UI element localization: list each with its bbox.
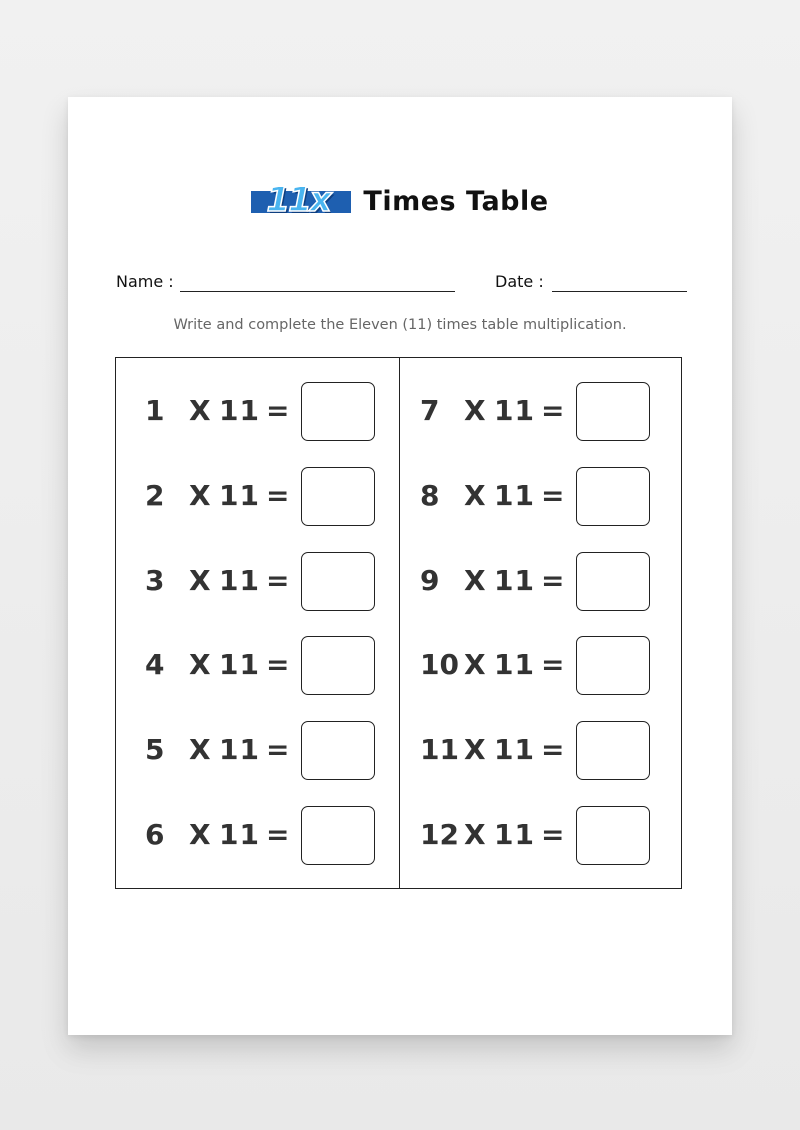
multiplier: 11 <box>219 478 260 512</box>
times-sign: X <box>464 563 486 597</box>
multiplier: 11 <box>494 648 535 682</box>
answer-box[interactable] <box>301 467 375 526</box>
problem-number: 10 <box>420 648 459 682</box>
equals-sign: = <box>541 648 565 682</box>
column-divider <box>399 358 400 888</box>
equals-sign: = <box>541 394 565 427</box>
logo-11x <box>251 180 351 220</box>
multiplier: 11 <box>219 394 260 427</box>
problem-row <box>420 467 652 527</box>
problem-row <box>145 636 377 696</box>
multiplier: 11 <box>494 733 535 767</box>
problem-row <box>145 721 377 781</box>
answer-box[interactable] <box>301 806 375 865</box>
equals-sign: = <box>266 394 290 427</box>
equals-sign: = <box>541 478 565 512</box>
equals-sign: = <box>541 563 565 597</box>
times-sign: X <box>189 394 211 427</box>
page-title: Times Table <box>363 185 549 217</box>
answer-box[interactable] <box>576 636 650 695</box>
answer-box[interactable] <box>576 806 650 865</box>
answer-box[interactable] <box>576 552 650 611</box>
answer-box[interactable] <box>301 552 375 611</box>
logo-text: 11x <box>266 180 330 220</box>
problem-number: 9 <box>420 563 440 597</box>
answer-box[interactable] <box>576 721 650 780</box>
problem-row <box>145 467 377 527</box>
problem-row <box>420 721 652 781</box>
times-sign: X <box>189 818 211 851</box>
name-field[interactable] <box>180 291 455 292</box>
multiplier: 11 <box>219 563 260 597</box>
multiplier: 11 <box>494 563 535 597</box>
multiplier: 11 <box>494 478 535 512</box>
multiplier: 11 <box>219 818 260 851</box>
problem-row <box>420 806 652 866</box>
answer-box[interactable] <box>301 721 375 780</box>
times-sign: X <box>189 733 211 767</box>
problem-number: 7 <box>420 394 440 427</box>
times-sign: X <box>464 394 486 427</box>
times-sign: X <box>464 648 486 682</box>
equals-sign: = <box>266 478 290 512</box>
times-sign: X <box>464 478 486 512</box>
times-sign: X <box>464 818 486 851</box>
problem-row <box>420 552 652 612</box>
title-row <box>68 181 732 221</box>
equals-sign: = <box>266 563 290 597</box>
multiplier: 11 <box>219 733 260 767</box>
equals-sign: = <box>541 818 565 851</box>
times-sign: X <box>189 648 211 682</box>
answer-box[interactable] <box>576 467 650 526</box>
worksheet-page <box>68 97 732 1035</box>
problem-number: 5 <box>145 733 165 767</box>
multiplier: 11 <box>219 648 260 682</box>
problem-number: 4 <box>145 648 165 682</box>
answer-box[interactable] <box>301 382 375 441</box>
name-label: Name : <box>116 272 174 291</box>
equals-sign: = <box>266 648 290 682</box>
problem-row <box>145 552 377 612</box>
date-label: Date : <box>495 272 544 291</box>
problem-number: 2 <box>145 478 165 512</box>
problem-row <box>420 382 652 442</box>
problem-number: 12 <box>420 818 459 851</box>
problem-row <box>145 806 377 866</box>
student-fields <box>116 272 686 296</box>
date-field[interactable] <box>552 291 687 292</box>
answer-box[interactable] <box>576 382 650 441</box>
problem-grid <box>115 357 682 889</box>
equals-sign: = <box>266 818 290 851</box>
multiplier: 11 <box>494 818 535 851</box>
times-sign: X <box>464 733 486 767</box>
instruction-text: Write and complete the Eleven (11) times table multiplication. <box>173 317 627 333</box>
answer-box[interactable] <box>301 636 375 695</box>
problem-row <box>145 382 377 442</box>
times-sign: X <box>189 478 211 512</box>
problem-number: 11 <box>420 733 459 767</box>
problem-number: 1 <box>145 394 165 427</box>
equals-sign: = <box>541 733 565 767</box>
equals-sign: = <box>266 733 290 767</box>
problem-number: 6 <box>145 818 165 851</box>
problem-number: 3 <box>145 563 165 597</box>
problem-row <box>420 636 652 696</box>
multiplier: 11 <box>494 394 535 427</box>
problem-number: 8 <box>420 478 440 512</box>
times-sign: X <box>189 563 211 597</box>
